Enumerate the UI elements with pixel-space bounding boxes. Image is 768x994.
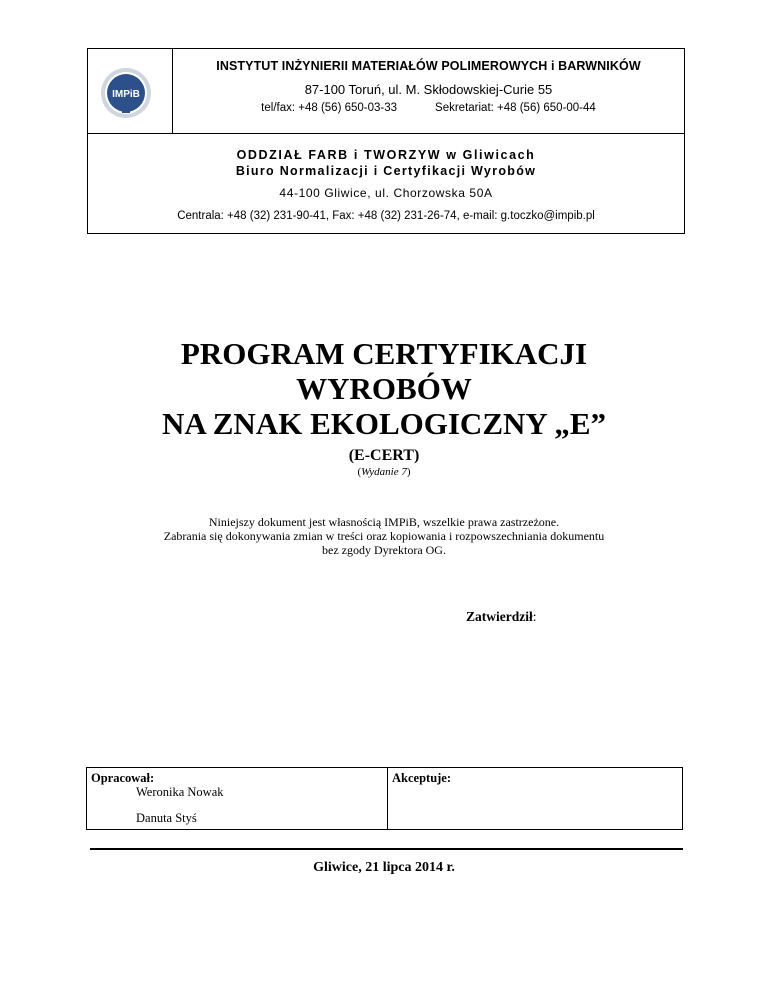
institute-text: [173, 49, 684, 114]
notice-line-1: Niniejszy dokument jest własnością IMPiB, wszelkie prawa zastrzeżone.: [208, 515, 560, 529]
logo-lettering: IMPiB: [112, 89, 140, 100]
logo-cell: [88, 49, 173, 133]
document-title: [0, 336, 768, 441]
institute-address: 87-100 Toruń, ul. M. Skłodowskiej-Curie 55: [304, 82, 553, 97]
branch-info: [88, 134, 684, 222]
notice-line-2: Zabrania się dokonywania zmian w treści oraz kopiowania i rozpowszechniania dokumentu: [163, 529, 605, 543]
prepared-name-1: Weronika Nowak: [136, 785, 224, 799]
institute-header: [87, 48, 685, 234]
institute-name: INSTYTUT INŻYNIERII MATERIAŁÓW POLIMEROWYCH i BARWNIKÓW: [216, 59, 641, 73]
branch-contact: Centrala: +48 (32) 231-90-41, Fax: +48 (32) 231-26-74, e-mail: g.toczko@impib.pl: [177, 210, 595, 222]
footer-place-date: Gliwice, 21 lipca 2014 r.: [313, 860, 455, 875]
branch-name: ODDZIAŁ FARB i TWORZYW w Gliwicach: [236, 148, 536, 162]
footer-divider: [90, 848, 683, 850]
edition-label: (Wydanie 7): [357, 466, 411, 478]
ownership-notice: [0, 515, 768, 557]
tel-fax: tel/fax: +48 (56) 650-03-33: [261, 102, 398, 114]
prepared-name-2: Danuta Styś: [136, 811, 197, 825]
approved-label: Zatwierdził: [466, 609, 533, 624]
title-line-3: NA ZNAK EKOLOGICZNY „E”: [161, 406, 607, 441]
header-top-row: [88, 49, 684, 134]
branch-department: Biuro Normalizacji i Certyfikacji Wyrobów: [235, 164, 537, 178]
prepared-cell: [87, 768, 388, 829]
institute-phones: [173, 102, 684, 114]
signature-table: [86, 767, 683, 830]
edition-text: Wydanie 7: [361, 466, 407, 478]
accepted-cell: [388, 768, 682, 829]
impib-logo: [100, 67, 152, 119]
accepted-label: Akceptuje:: [392, 771, 452, 785]
prepared-label: Opracował:: [91, 771, 155, 785]
notice-line-3: bez zgody Dyrektora OG.: [322, 543, 446, 557]
secretariat-phone: Sekretariat: +48 (56) 650-00-44: [435, 102, 596, 114]
title-line-2: WYROBÓW: [296, 371, 472, 406]
approved-by: Zatwierdził:: [466, 609, 537, 624]
document-code: (E-CERT): [348, 447, 420, 464]
title-line-1: PROGRAM CERTYFIKACJI: [180, 336, 588, 371]
branch-address: 44-100 Gliwice, ul. Chorzowska 50A: [279, 186, 493, 200]
